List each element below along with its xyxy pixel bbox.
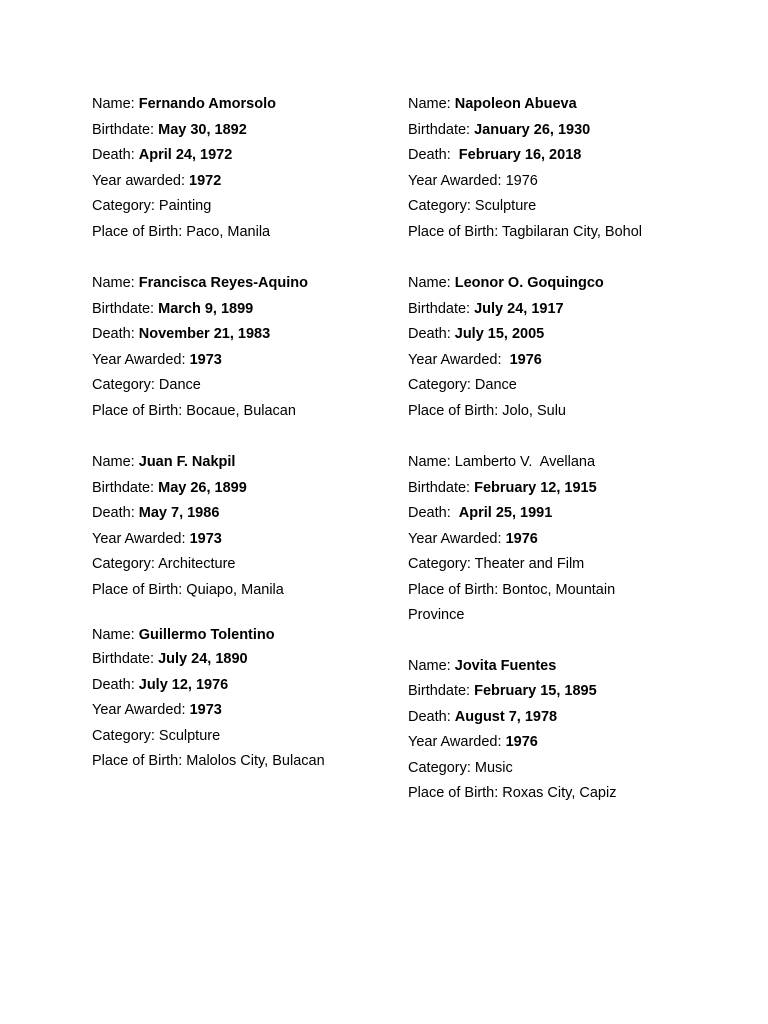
- death-line: [92, 143, 392, 169]
- artist-entry-reyes-aquino: [92, 271, 392, 424]
- death-label: Death:: [92, 147, 135, 163]
- death-value: July 15, 2005: [454, 326, 545, 342]
- birthdate-line: [92, 476, 392, 502]
- category-label: Category:: [408, 759, 471, 776]
- death-line: [408, 501, 728, 527]
- name-line: [92, 271, 392, 297]
- birthdate-value: May 30, 1892: [158, 121, 247, 138]
- year-awarded-label: Year awarded:: [92, 172, 185, 189]
- birthdate-value: July 24, 1890: [158, 651, 248, 667]
- place-of-birth-line: [92, 578, 392, 604]
- birthdate-label: Birthdate:: [92, 300, 155, 317]
- birthdate-line: [92, 647, 392, 673]
- name-line: [408, 271, 728, 297]
- category-line: [408, 194, 728, 220]
- death-value: February 16, 2018: [458, 147, 582, 163]
- category-label: Category:: [408, 198, 471, 214]
- death-label: Death:: [408, 147, 451, 163]
- birthdate-line: [408, 118, 728, 144]
- artist-entry-fuentes: [408, 654, 728, 807]
- birthdate-value: July 24, 1917: [474, 300, 564, 317]
- name-value: Guillermo Tolentino: [138, 627, 275, 643]
- name-label: Name:: [408, 657, 451, 674]
- place-of-birth-value: Roxas City, Capiz: [502, 785, 617, 801]
- birthdate-value: January 26, 1930: [474, 121, 591, 138]
- birthdate-label: Birthdate:: [408, 479, 471, 496]
- category-value: Dance: [158, 377, 201, 393]
- year-awarded-line: [92, 348, 392, 374]
- place-of-birth-value: Bontoc, Mountain Province: [408, 581, 616, 623]
- category-line: [408, 756, 728, 782]
- birthdate-label: Birthdate:: [408, 683, 471, 699]
- death-label: Death:: [408, 326, 451, 342]
- name-value: Lamberto V. Avellana: [454, 454, 596, 470]
- category-line: [92, 724, 392, 750]
- year-awarded-value: 1976: [505, 530, 538, 547]
- death-label: Death:: [408, 708, 451, 725]
- place-of-birth-value: Quiapo, Manila: [186, 581, 284, 598]
- right-column: [408, 92, 728, 807]
- place-of-birth-label: Place of Birth:: [408, 402, 499, 419]
- birthdate-value: March 9, 1899: [158, 300, 254, 317]
- death-value: August 7, 1978: [454, 708, 558, 725]
- year-awarded-value: 1973: [189, 351, 222, 368]
- place-of-birth-label: Place of Birth:: [408, 785, 499, 801]
- year-awarded-label: Year Awarded:: [408, 734, 502, 750]
- birthdate-line: [408, 679, 728, 705]
- birthdate-line: [408, 476, 728, 502]
- year-awarded-label: Year Awarded:: [408, 172, 502, 189]
- birthdate-label: Birthdate:: [408, 300, 471, 317]
- death-line: [92, 501, 392, 527]
- name-value: Leonor O. Goquingco: [454, 275, 604, 291]
- category-label: Category:: [408, 377, 471, 393]
- name-label: Name:: [92, 454, 135, 470]
- category-line: [92, 194, 392, 220]
- death-value: July 12, 1976: [138, 676, 229, 693]
- name-line: [92, 624, 392, 647]
- artist-entry-abueva: [408, 92, 728, 245]
- year-awarded-value: 1976: [505, 172, 538, 189]
- year-awarded-label: Year Awarded:: [408, 351, 502, 368]
- death-value: April 24, 1972: [138, 147, 233, 163]
- year-awarded-value: 1976: [509, 351, 542, 368]
- place-of-birth-line: [408, 781, 728, 807]
- birthdate-line: [92, 118, 392, 144]
- birthdate-label: Birthdate:: [92, 651, 155, 667]
- birthdate-label: Birthdate:: [408, 121, 471, 138]
- category-value: Sculpture: [158, 727, 221, 744]
- death-label: Death:: [408, 505, 451, 521]
- year-awarded-label: Year Awarded:: [92, 351, 186, 368]
- death-value: May 7, 1986: [138, 505, 220, 521]
- category-value: Dance: [474, 377, 517, 393]
- place-of-birth-value: Paco, Manila: [186, 223, 271, 240]
- place-of-birth-value: Tagbilaran City, Bohol: [502, 223, 643, 240]
- category-value: Painting: [158, 198, 212, 214]
- year-awarded-label: Year Awarded:: [408, 530, 502, 547]
- category-line: [408, 552, 728, 578]
- place-of-birth-line: [92, 749, 392, 775]
- birthdate-label: Birthdate:: [92, 479, 155, 496]
- category-label: Category:: [408, 556, 471, 572]
- category-value: Theater and Film: [474, 556, 585, 572]
- place-of-birth-value: Jolo, Sulu: [502, 402, 566, 419]
- death-line: [92, 322, 392, 348]
- place-of-birth-value: Bocaue, Bulacan: [186, 402, 296, 419]
- category-value: Music: [474, 759, 513, 776]
- year-awarded-label: Year Awarded:: [92, 530, 186, 547]
- place-of-birth-value: Malolos City, Bulacan: [186, 753, 325, 769]
- place-of-birth-label: Place of Birth:: [92, 581, 183, 598]
- place-of-birth-line: [408, 399, 728, 425]
- name-label: Name:: [92, 96, 135, 112]
- name-line: [408, 654, 728, 680]
- death-label: Death:: [92, 676, 135, 693]
- category-label: Category:: [92, 377, 155, 393]
- year-awarded-label: Year Awarded:: [92, 702, 186, 718]
- birthdate-value: February 15, 1895: [474, 683, 597, 699]
- artist-entry-goquingco: [408, 271, 728, 424]
- death-value: November 21, 1983: [138, 326, 271, 342]
- death-line: [408, 705, 728, 731]
- death-line: [408, 322, 728, 348]
- year-awarded-line: [408, 348, 728, 374]
- place-of-birth-label: Place of Birth:: [408, 581, 499, 598]
- artist-entry-tolentino: [92, 624, 392, 775]
- category-value: Architecture: [158, 556, 236, 572]
- name-label: Name:: [408, 275, 451, 291]
- place-of-birth-line: [92, 220, 392, 246]
- name-label: Name:: [92, 627, 135, 643]
- name-value: Fernando Amorsolo: [138, 96, 276, 112]
- year-awarded-line: [92, 169, 392, 195]
- category-label: Category:: [92, 727, 155, 744]
- name-value: Francisca Reyes-Aquino: [138, 275, 308, 291]
- category-line: [408, 373, 728, 399]
- name-label: Name:: [92, 275, 135, 291]
- category-line: [92, 373, 392, 399]
- name-label: Name:: [408, 454, 451, 470]
- artist-entry-nakpil: [92, 450, 392, 603]
- place-of-birth-label: Place of Birth:: [92, 223, 183, 240]
- year-awarded-line: [92, 527, 392, 553]
- death-label: Death:: [92, 505, 135, 521]
- year-awarded-line: [408, 730, 728, 756]
- name-line: [408, 450, 728, 476]
- left-column: [92, 92, 392, 775]
- category-line: [92, 552, 392, 578]
- birthdate-line: [408, 297, 728, 323]
- name-line: [92, 450, 392, 476]
- birthdate-label: Birthdate:: [92, 121, 155, 138]
- place-of-birth-line: [92, 399, 392, 425]
- name-line: [92, 92, 392, 118]
- place-of-birth-line: [408, 220, 728, 246]
- birthdate-line: [92, 297, 392, 323]
- artist-entry-avellana: [408, 450, 728, 629]
- name-value: Napoleon Abueva: [454, 96, 577, 112]
- birthdate-value: February 12, 1915: [474, 479, 597, 496]
- year-awarded-line: [92, 698, 392, 724]
- year-awarded-line: [408, 169, 728, 195]
- death-line: [92, 673, 392, 699]
- death-label: Death:: [92, 326, 135, 342]
- year-awarded-value: 1972: [189, 172, 222, 189]
- year-awarded-value: 1973: [189, 530, 222, 547]
- place-of-birth-label: Place of Birth:: [408, 223, 499, 240]
- year-awarded-value: 1976: [505, 734, 538, 750]
- place-of-birth-line: [408, 578, 658, 629]
- artist-entry-amorsolo: [92, 92, 392, 245]
- name-line: [408, 92, 728, 118]
- category-label: Category:: [92, 556, 155, 572]
- year-awarded-value: 1973: [189, 702, 222, 718]
- category-label: Category:: [92, 198, 155, 214]
- name-label: Name:: [408, 96, 451, 112]
- place-of-birth-label: Place of Birth:: [92, 753, 183, 769]
- name-value: Jovita Fuentes: [454, 657, 557, 674]
- place-of-birth-label: Place of Birth:: [92, 402, 183, 419]
- year-awarded-line: [408, 527, 728, 553]
- birthdate-value: May 26, 1899: [158, 479, 247, 496]
- category-value: Sculpture: [474, 198, 537, 214]
- death-value: April 25, 1991: [458, 505, 553, 521]
- name-value: Juan F. Nakpil: [138, 454, 236, 470]
- death-line: [408, 143, 728, 169]
